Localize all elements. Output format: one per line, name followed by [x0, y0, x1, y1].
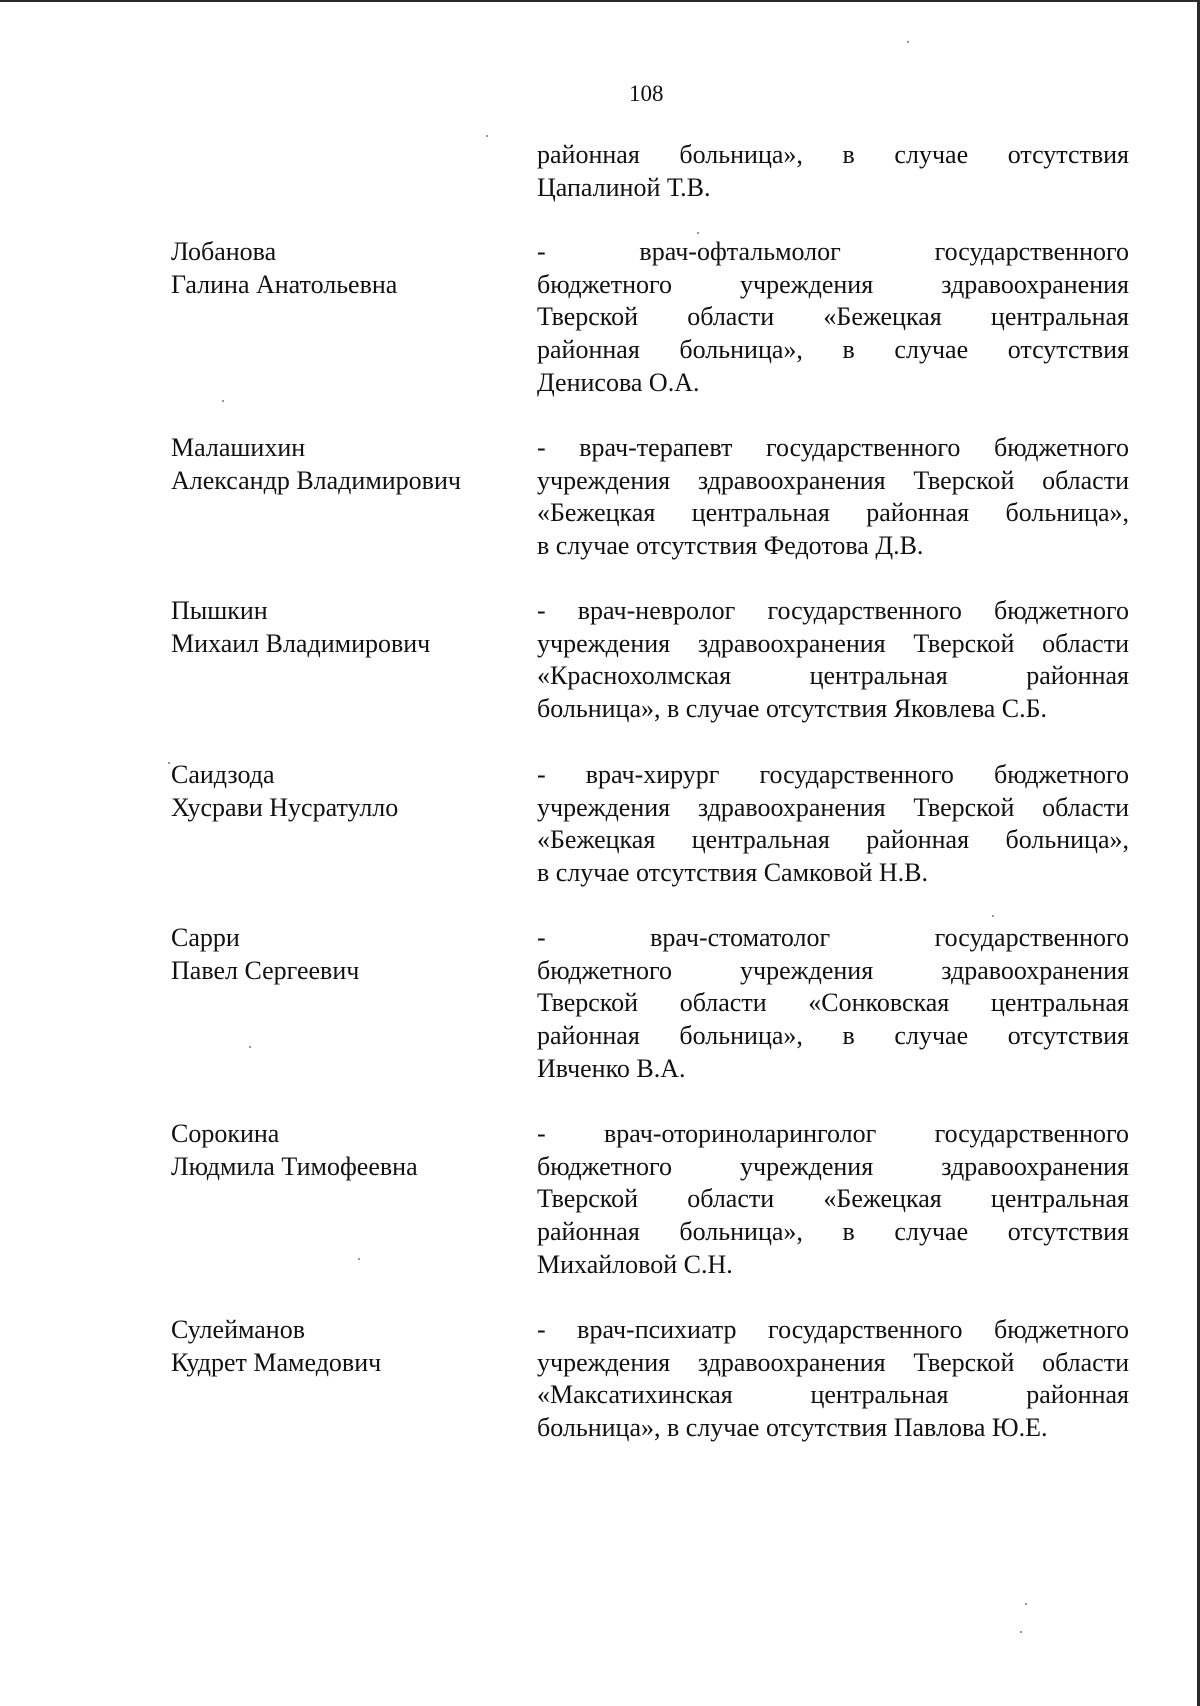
- text-line: - врач-офтальмолог государственного: [537, 237, 1129, 266]
- scan-speck: [1020, 1631, 1022, 1633]
- text-line: - врач-оториноларинголог государственного: [537, 1119, 1129, 1148]
- surname: Сорокина: [171, 1119, 280, 1148]
- scan-speck: [358, 1258, 360, 1260]
- scan-top-edge: [0, 0, 1200, 2]
- surname: Саидзода: [171, 760, 275, 789]
- surname: Пышкин: [171, 596, 268, 625]
- scan-speck: [992, 915, 994, 917]
- text-line: «Бежецкая центральная районная больница»,: [537, 825, 1129, 855]
- text-line: - врач-стоматолог государственного: [537, 923, 1129, 952]
- position-description: [537, 922, 1129, 1086]
- position-description: [537, 1118, 1129, 1282]
- given-names: Михаил Владимирович: [171, 628, 431, 658]
- text-line: бюджетного учреждения здравоохранения: [537, 955, 1129, 985]
- given-names: Людмила Тимофеевна: [171, 1151, 418, 1181]
- scan-speck: [486, 135, 488, 137]
- scan-speck: [907, 41, 909, 43]
- text-line: районная больница», в случае отсутствия: [537, 140, 1129, 169]
- text-line: Цапалиной Т.В.: [537, 172, 711, 202]
- text-line: районная больница», в случае отсутствия: [537, 1217, 1129, 1247]
- text-line: учреждения здравоохранения Тверской области: [537, 1347, 1129, 1377]
- page-number: 108: [629, 81, 664, 106]
- given-names: Хусрави Нусратулло: [171, 792, 399, 822]
- person-name: [171, 759, 511, 824]
- text-line: - врач-психиатр государственного бюджетного: [537, 1315, 1129, 1344]
- continuation-text: [537, 139, 1129, 204]
- text-line: Ивченко В.А.: [537, 1053, 686, 1083]
- surname: Сулейманов: [171, 1315, 305, 1344]
- position-description: [537, 236, 1129, 400]
- text-line: Тверской области «Бежецкая центральная: [537, 302, 1129, 332]
- text-line: Денисова О.А.: [537, 367, 700, 397]
- scan-speck: [249, 1046, 251, 1048]
- text-line: - врач-терапевт государственного бюджетного: [537, 433, 1129, 462]
- text-line: - врач-невролог государственного бюджетного: [537, 596, 1129, 625]
- text-line: бюджетного учреждения здравоохранения: [537, 269, 1129, 299]
- given-names: Кудрет Мамедович: [171, 1347, 382, 1377]
- text-line: - врач-хирург государственного бюджетного: [537, 760, 1129, 789]
- scan-speck: [168, 762, 170, 764]
- text-line: Михайловой С.Н.: [537, 1249, 733, 1279]
- position-description: [537, 759, 1129, 890]
- text-line: «Бежецкая центральная районная больница»,: [537, 498, 1129, 528]
- text-line: бюджетного учреждения здравоохранения: [537, 1151, 1129, 1181]
- text-line: учреждения здравоохранения Тверской области: [537, 792, 1129, 822]
- text-line: учреждения здравоохранения Тверской области: [537, 465, 1129, 495]
- text-line: «Максатихинская центральная районная: [537, 1380, 1129, 1410]
- text-line: «Краснохолмская центральная районная: [537, 661, 1129, 691]
- text-line: больница», в случае отсутствия Яковлева С.Б.: [537, 694, 1048, 724]
- surname: Малашихин: [171, 433, 306, 462]
- position-description: [537, 595, 1129, 726]
- person-name: [171, 1118, 511, 1183]
- given-names: Павел Сергеевич: [171, 955, 360, 985]
- person-name: [171, 922, 511, 987]
- text-line: Тверской области «Сонковская центральная: [537, 988, 1129, 1018]
- text-line: больница», в случае отсутствия Павлова Ю.Е.: [537, 1413, 1048, 1443]
- person-name: [171, 595, 511, 660]
- position-description: [537, 1314, 1129, 1445]
- text-line: районная больница», в случае отсутствия: [537, 1021, 1129, 1051]
- text-line: в случае отсутствия Федотова Д.В.: [537, 531, 924, 561]
- person-name: [171, 432, 511, 497]
- text-line: районная больница», в случае отсутствия: [537, 335, 1129, 365]
- position-description: [537, 432, 1129, 563]
- given-names: Александр Владимирович: [171, 465, 461, 495]
- person-name: [171, 236, 511, 301]
- text-line: учреждения здравоохранения Тверской области: [537, 628, 1129, 658]
- text-line: Тверской области «Бежецкая центральная: [537, 1184, 1129, 1214]
- surname: Лобанова: [171, 237, 277, 266]
- scan-speck: [222, 400, 224, 402]
- scan-speck: [697, 232, 699, 234]
- given-names: Галина Анатольевна: [171, 269, 398, 299]
- person-name: [171, 1314, 511, 1379]
- surname: Сарри: [171, 923, 240, 952]
- text-line: в случае отсутствия Самковой Н.В.: [537, 858, 928, 888]
- scan-speck: [1025, 1603, 1027, 1605]
